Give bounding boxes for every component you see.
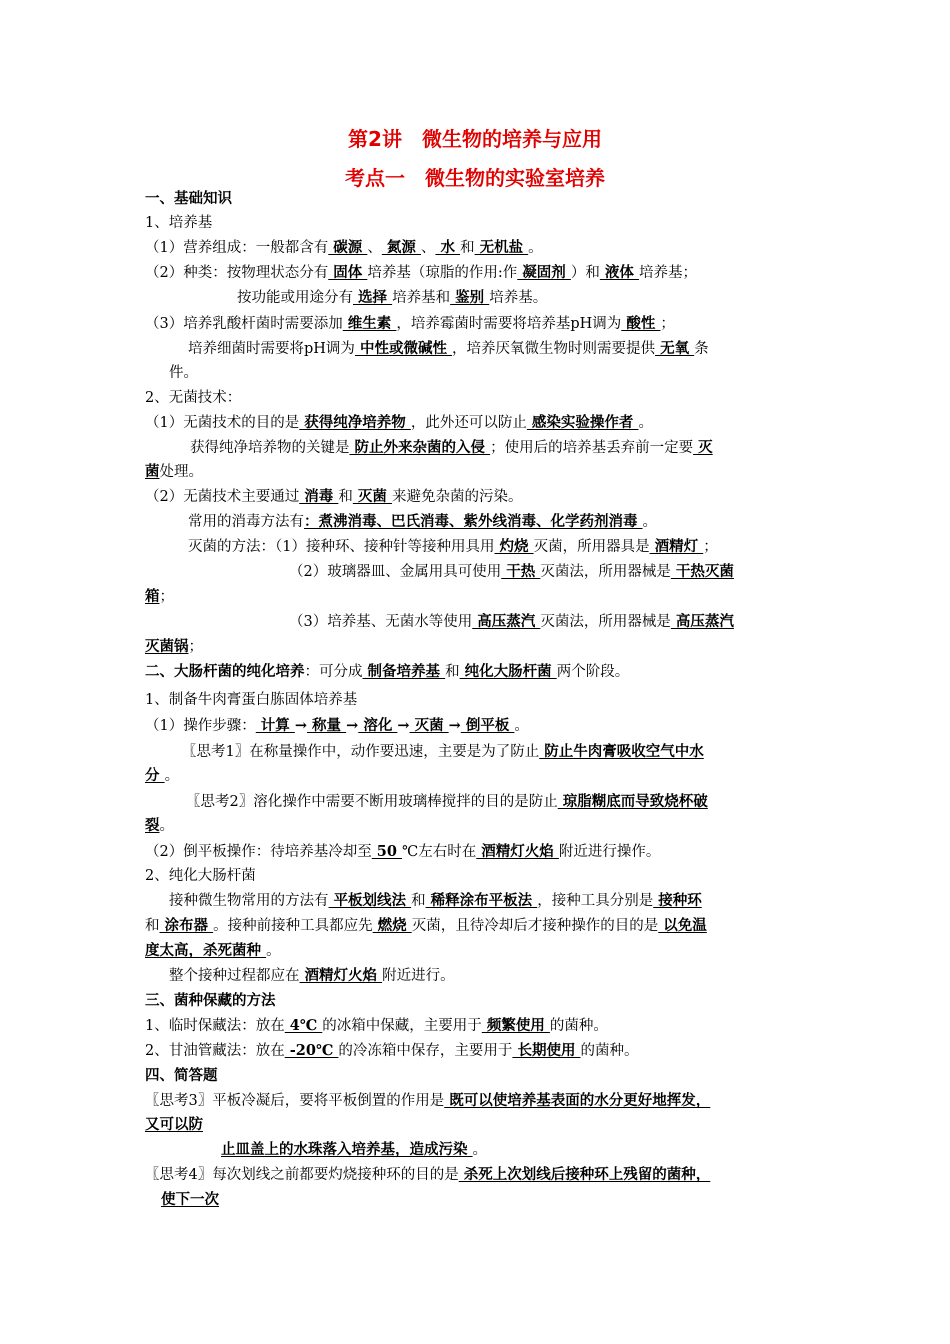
- line-culture-lactobacillus: （3）培养乳酸杆菌时需要添加 维生素 ，培养霉菌时需要将培养基pH调为 酸性 ；: [145, 315, 675, 332]
- line-temporary-storage: 1、临时保藏法：放在 4℃ 的冰箱中保藏，主要用于 频繁使用 的菌种。: [145, 1017, 608, 1034]
- section-heading-questions: 四、简答题: [145, 1068, 218, 1084]
- line-culture-bacteria: 培养细菌时需要将pH调为 中性或微碱性 ，培养厌氧微生物时则需要提供 无氧 条: [188, 340, 709, 357]
- line-operation-steps: （1）操作步骤： 计算 → 称量 → 溶化 → 灭菌 → 倒平板 。: [145, 717, 529, 734]
- line-disinfect-sterilize: （2）无菌技术主要通过 消毒 和 灭菌 来避免杂菌的污染。: [145, 488, 523, 505]
- line-nutrients: （1）营养组成：一般都含有 碳源 、 氮源 、 水 和 无机盐 。: [145, 239, 543, 256]
- line-sterilize-method-3-cont: 灭菌锅；: [145, 638, 203, 655]
- line-types-physical: （2）种类：按物理状态分有 固体 培养基（琼脂的作用:作 凝固剂 ）和 液体 培养基；: [145, 264, 697, 281]
- subheading-aseptic: 2、无菌技术：: [145, 390, 242, 406]
- line-sterilize-method-1: 灭菌的方法：（1）接种环、接种针等接种用具用 灼烧 灭菌，所用器具是 酒精灯 ；: [188, 538, 718, 555]
- line-disinfect-methods: 常用的消毒方法有：煮沸消毒、巴氏消毒、紫外线消毒、化学药剂消毒 。: [188, 513, 658, 530]
- subheading-medium: 1、培养基: [145, 215, 213, 231]
- line-pour-plate: （2）倒平板操作：待培养基冷却至 50 ℃左右时在 酒精灯火焰 附近进行操作。: [145, 843, 661, 860]
- line-think-1: 〖思考1〗在称量操作中，动作要迅速，主要是为了防止 防止牛肉膏吸收空气中水: [182, 743, 704, 760]
- line-aseptic-key-cont: 菌处理。: [145, 463, 203, 480]
- section-heading-basics: 一、基础知识: [145, 191, 232, 207]
- subheading-prepare-medium: 1、制备牛肉膏蛋白胨固体培养基: [145, 692, 358, 708]
- line-think-2-cont: 裂。: [145, 817, 174, 834]
- line-inoculation-flame: 整个接种过程都应在 酒精灯火焰 附近进行。: [169, 967, 455, 984]
- line-aseptic-purpose: （1）无菌技术的目的是 获得纯净培养物 ，此外还可以防止 感染实验操作者 。: [145, 414, 653, 431]
- line-aseptic-key: 获得纯净培养物的关键是 防止外来杂菌的入侵 ；使用后的培养基丢弃前一定要 灭: [190, 439, 713, 456]
- section-heading-ecoli: 二、大肠杆菌的纯化培养：可分成 制备培养基 和 纯化大肠杆菌 两个阶段。: [145, 663, 630, 680]
- line-think-3-cont: 又可以防: [145, 1116, 203, 1133]
- line-glycerol-storage: 2、甘油管藏法：放在 -20℃ 的冷冻箱中保存，主要用于 长期使用 的菌种。: [145, 1042, 639, 1059]
- topic-title: 考点一 微生物的实验室培养: [345, 166, 605, 190]
- line-continuation: 件。: [169, 365, 198, 381]
- line-sterilize-method-2: （2）玻璃器皿、金属用具可使用 干热 灭菌法，所用器械是 干热灭菌: [289, 563, 734, 580]
- line-think-3-cont2: 止皿盖上的水珠落入培养基，造成污染 。: [221, 1141, 488, 1158]
- line-think-4: 〖思考4〗每次划线之前都要灼烧接种环的目的是 杀死上次划线后接种环上残留的菌种，: [145, 1166, 711, 1183]
- line-inoculation-methods: 接种微生物常用的方法有 平板划线法 和 稀释涂布平板法 ，接种工具分别是 接种环: [169, 892, 702, 909]
- line-sterilize-method-3: （3）培养基、无菌水等使用 高压蒸汽 灭菌法，所用器械是 高压蒸汽: [289, 613, 734, 630]
- subheading-purify: 2、纯化大肠杆菌: [145, 868, 256, 884]
- line-think-4-cont: 使下一次: [161, 1191, 219, 1208]
- lecture-title: 第2讲 微生物的培养与应用: [348, 127, 602, 151]
- line-think-3: 〖思考3〗平板冷凝后，要将平板倒置的作用是 既可以使培养基表面的水分更好地挥发，: [145, 1092, 711, 1109]
- section-heading-storage: 三、菌种保藏的方法: [145, 993, 276, 1009]
- line-think-1-cont: 分 。: [145, 767, 180, 784]
- line-inoculation-tools: 和 涂布器 。接种前接种工具都应先 燃烧 灭菌，且待冷却后才接种操作的目的是 以免温: [145, 917, 707, 934]
- line-sterilize-method-2-cont: 箱；: [145, 588, 174, 605]
- line-think-2: 〖思考2〗溶化操作中需要不断用玻璃棒搅拌的目的是防止 琼脂糊底而导致烧杯破: [186, 793, 708, 810]
- line-types-function: 按功能或用途分有 选择 培养基和 鉴别 培养基。: [237, 289, 548, 306]
- line-inoculation-tools-cont: 度太高，杀死菌种 。: [145, 942, 281, 959]
